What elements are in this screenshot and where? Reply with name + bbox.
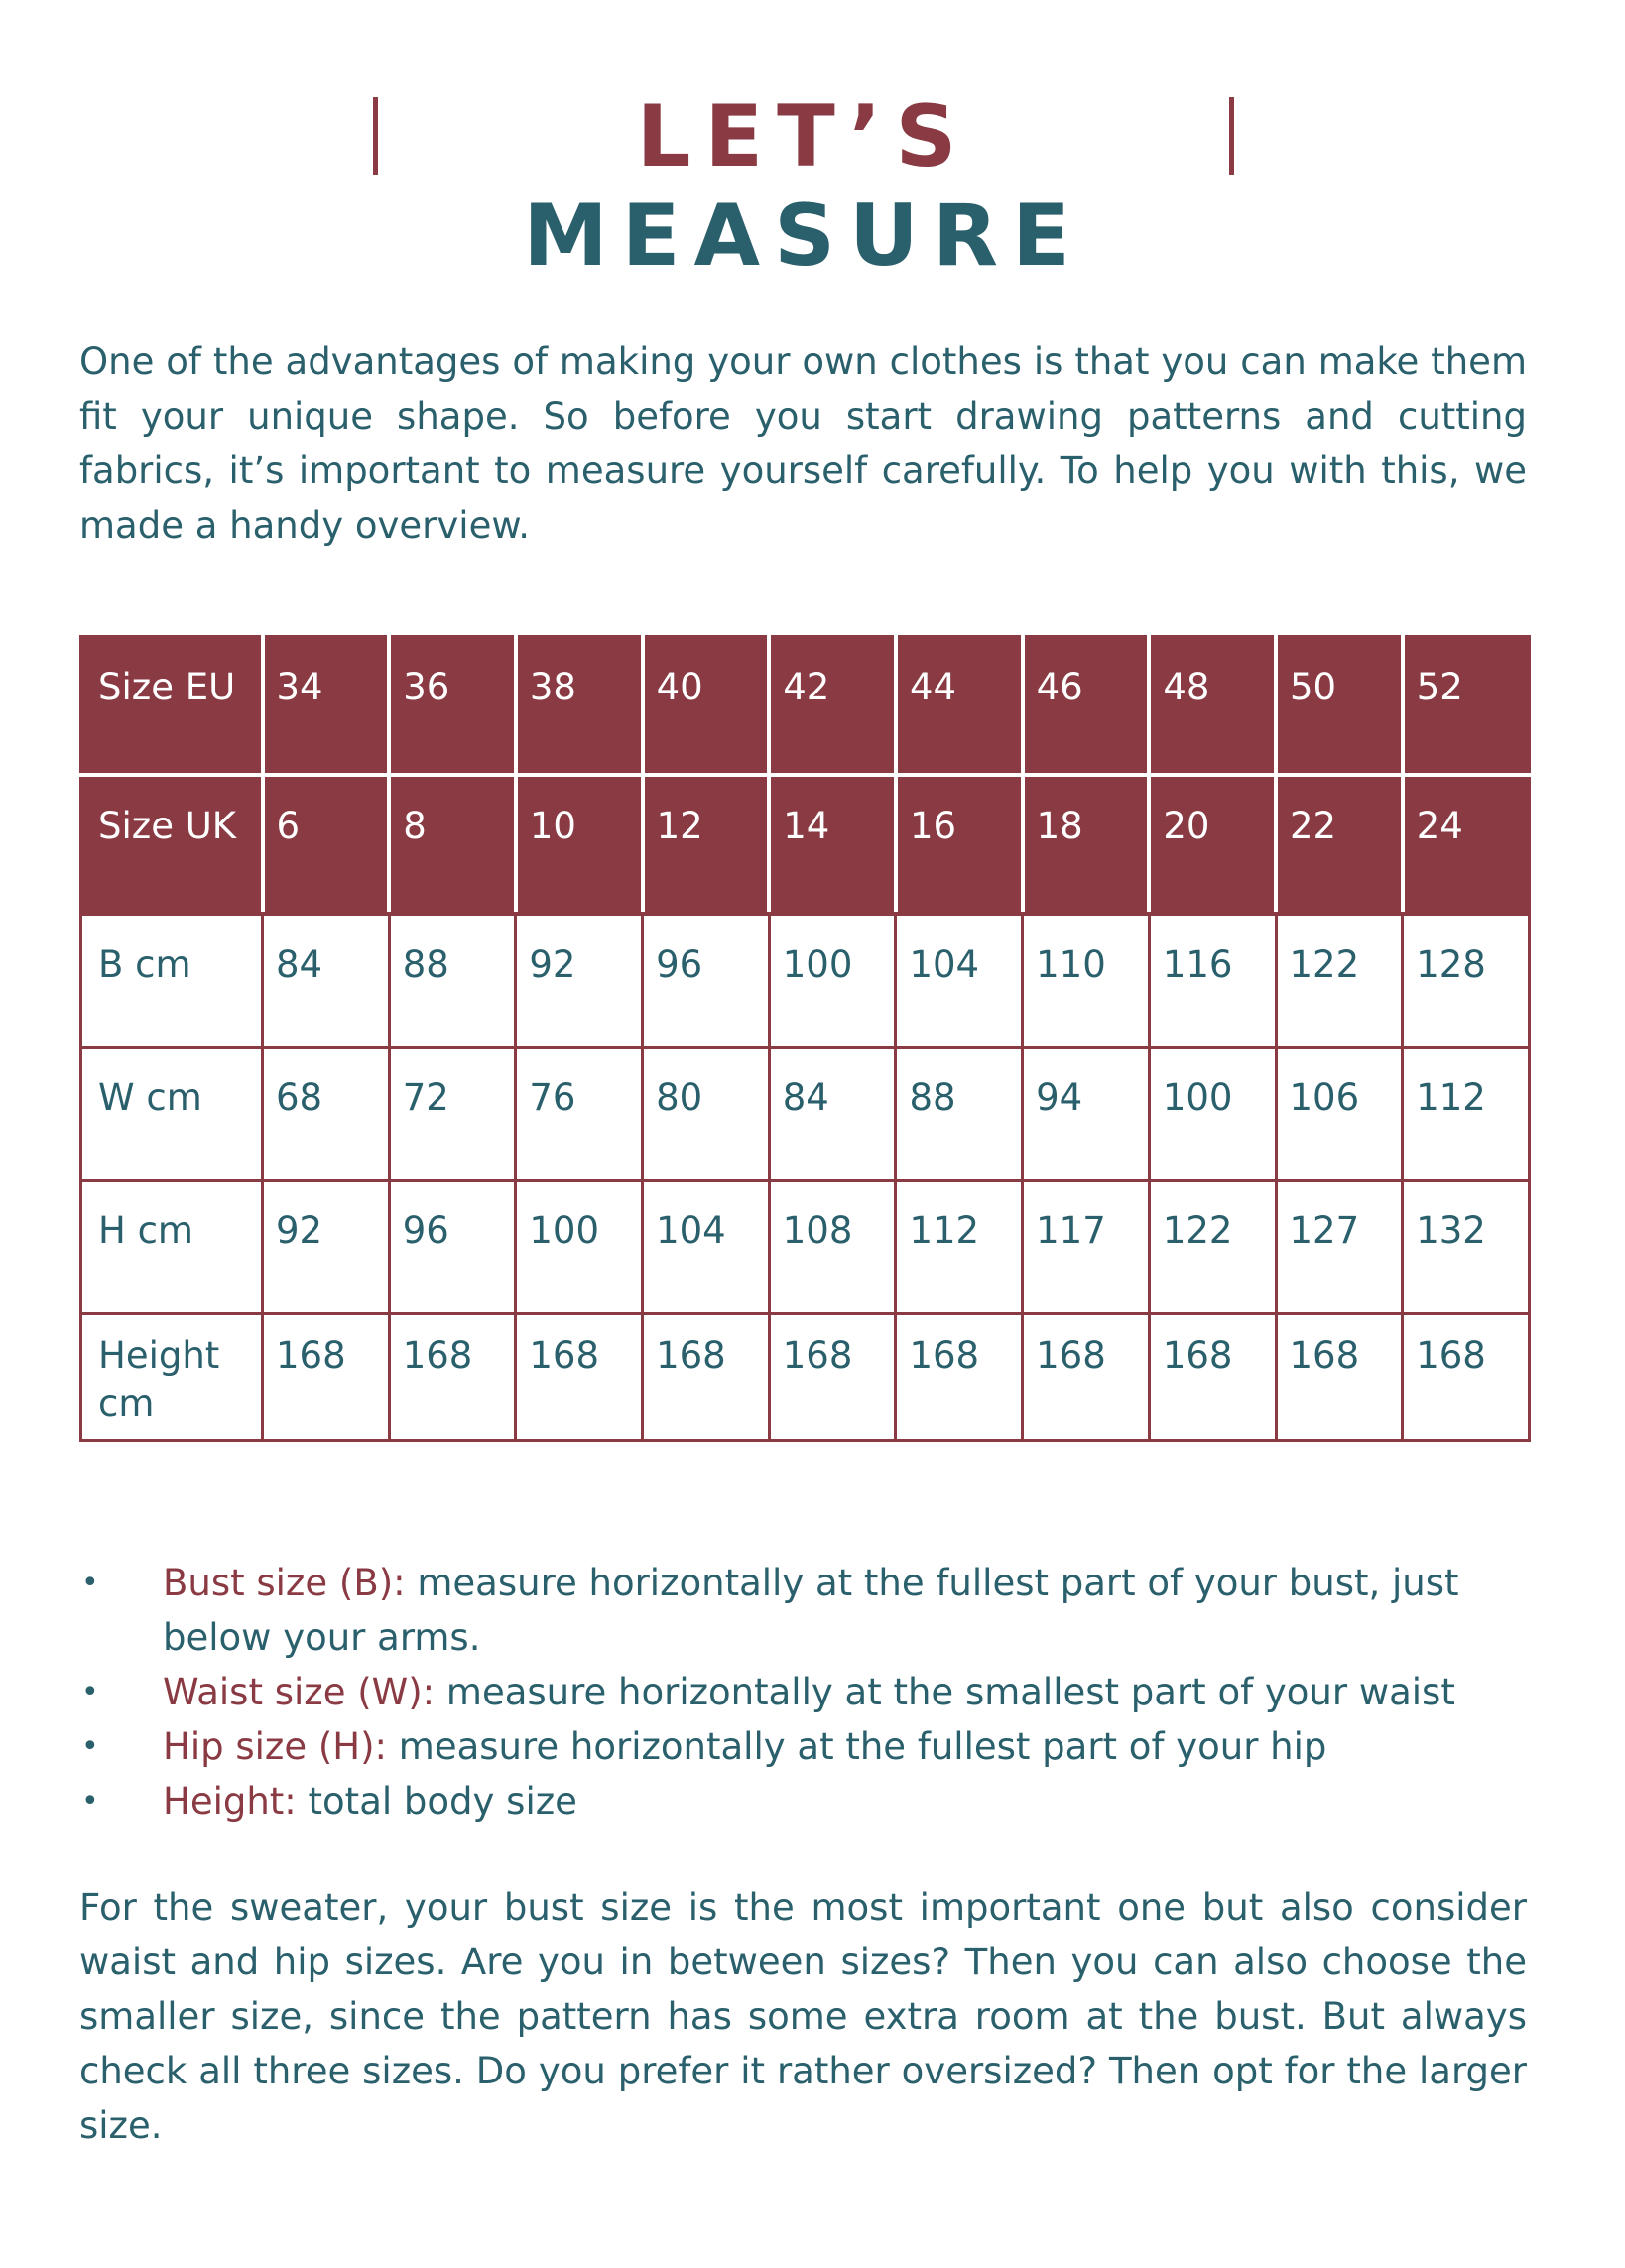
table-cell: 168 — [643, 1314, 770, 1441]
table-row — [81, 775, 1530, 914]
definition-term: Bust size (B): — [163, 1562, 406, 1604]
table-cell: 112 — [896, 1181, 1023, 1314]
title-part-measure: MEASURE — [523, 187, 1084, 286]
title-part-lets: LET’S — [636, 87, 971, 187]
bullet-icon: • — [81, 1675, 99, 1709]
table-cell: 128 — [1403, 914, 1530, 1048]
table-cell: 92 — [263, 1181, 390, 1314]
table-cell: 38 — [516, 637, 643, 776]
definition-text: measure horizontally at the fullest part of your bust, just below your arms. — [163, 1562, 1459, 1659]
table-cell: 68 — [263, 1048, 390, 1181]
table-cell: 12 — [643, 775, 770, 914]
table-cell: 84 — [769, 1048, 896, 1181]
table-cell: 168 — [263, 1314, 390, 1441]
table-cell: 76 — [516, 1048, 643, 1181]
definition-term: Hip size (H): — [163, 1725, 388, 1768]
table-cell: 24 — [1403, 775, 1530, 914]
table-cell: 52 — [1403, 637, 1530, 776]
table-cell: 88 — [389, 914, 516, 1048]
table-cell: 80 — [643, 1048, 770, 1181]
row-label: Size EU — [81, 637, 263, 776]
row-label: Height cm — [81, 1314, 263, 1441]
table-cell: 10 — [516, 775, 643, 914]
page-title — [369, 87, 1238, 286]
size-table — [79, 635, 1531, 1442]
table-cell: 127 — [1276, 1181, 1403, 1314]
table-cell: 36 — [389, 637, 516, 776]
table-cell: 46 — [1023, 637, 1150, 776]
definition-item — [79, 1556, 1528, 1665]
measurement-definitions — [79, 1556, 1528, 1828]
bullet-icon: • — [81, 1784, 99, 1819]
table-cell: 16 — [896, 775, 1023, 914]
table-cell: 168 — [769, 1314, 896, 1441]
bullet-icon: • — [81, 1729, 99, 1764]
table-cell: 100 — [769, 914, 896, 1048]
table-cell: 132 — [1403, 1181, 1530, 1314]
table-row — [81, 914, 1530, 1048]
table-cell: 34 — [263, 637, 390, 776]
row-label: W cm — [81, 1048, 263, 1181]
table-cell: 8 — [389, 775, 516, 914]
table-cell: 108 — [769, 1181, 896, 1314]
definition-text: measure horizontally at the fullest part of your hip — [387, 1725, 1327, 1768]
table-cell: 84 — [263, 914, 390, 1048]
table-cell: 40 — [643, 637, 770, 776]
table-row — [81, 1181, 1530, 1314]
table-cell: 92 — [516, 914, 643, 1048]
table-cell: 116 — [1149, 914, 1276, 1048]
definition-item — [79, 1774, 1528, 1828]
table-cell: 168 — [1149, 1314, 1276, 1441]
table-cell: 96 — [643, 914, 770, 1048]
table-cell: 22 — [1276, 775, 1403, 914]
table-cell: 168 — [516, 1314, 643, 1441]
table-cell: 94 — [1023, 1048, 1150, 1181]
table-cell: 168 — [1276, 1314, 1403, 1441]
table-cell: 44 — [896, 637, 1023, 776]
table-cell: 18 — [1023, 775, 1150, 914]
definition-term: Height: — [163, 1780, 297, 1823]
definition-text: total body size — [296, 1780, 577, 1823]
row-label: B cm — [81, 914, 263, 1048]
definition-item — [79, 1719, 1528, 1774]
definition-item — [79, 1665, 1528, 1719]
table-row — [81, 637, 1530, 776]
table-cell: 104 — [643, 1181, 770, 1314]
bullet-icon: • — [81, 1566, 99, 1600]
table-cell: 48 — [1149, 637, 1276, 776]
table-cell: 20 — [1149, 775, 1276, 914]
table-cell: 6 — [263, 775, 390, 914]
table-cell: 14 — [769, 775, 896, 914]
table-cell: 117 — [1023, 1181, 1150, 1314]
table-cell: 122 — [1149, 1181, 1276, 1314]
row-label: H cm — [81, 1181, 263, 1314]
table-cell: 168 — [896, 1314, 1023, 1441]
definition-term: Waist size (W): — [163, 1671, 436, 1713]
title-divider-right — [1229, 97, 1234, 175]
table-cell: 100 — [516, 1181, 643, 1314]
row-label: Size UK — [81, 775, 263, 914]
table-row — [81, 1314, 1530, 1441]
table-row — [81, 1048, 1530, 1181]
table-cell: 72 — [389, 1048, 516, 1181]
table-cell: 100 — [1149, 1048, 1276, 1181]
intro-paragraph: One of the advantages of making your own clothes is that you can make them fit your unique shape. So before you start drawing patterns and cutting fabrics, it’s important to measure yourself carefully. To help you with this, we made a handy overview. — [79, 340, 1527, 547]
table-cell: 110 — [1023, 914, 1150, 1048]
table-cell: 96 — [389, 1181, 516, 1314]
advice-paragraph: For the sweater, your bust size is the most important one but also consider waist and hip sizes. Are you in between sizes? Then you can also choose the smaller size, since the pattern has some extra room at the bust. But always check all three sizes. Do you prefer it rather oversized? Then opt for the larger size. — [79, 1886, 1527, 2147]
table-cell: 168 — [1023, 1314, 1150, 1441]
table-cell: 112 — [1403, 1048, 1530, 1181]
table-cell: 50 — [1276, 637, 1403, 776]
table-cell: 168 — [1403, 1314, 1530, 1441]
table-cell: 88 — [896, 1048, 1023, 1181]
table-cell: 104 — [896, 914, 1023, 1048]
table-cell: 42 — [769, 637, 896, 776]
table-cell: 122 — [1276, 914, 1403, 1048]
table-cell: 106 — [1276, 1048, 1403, 1181]
table-cell: 168 — [389, 1314, 516, 1441]
definition-text: measure horizontally at the smallest part of your waist — [435, 1671, 1455, 1713]
